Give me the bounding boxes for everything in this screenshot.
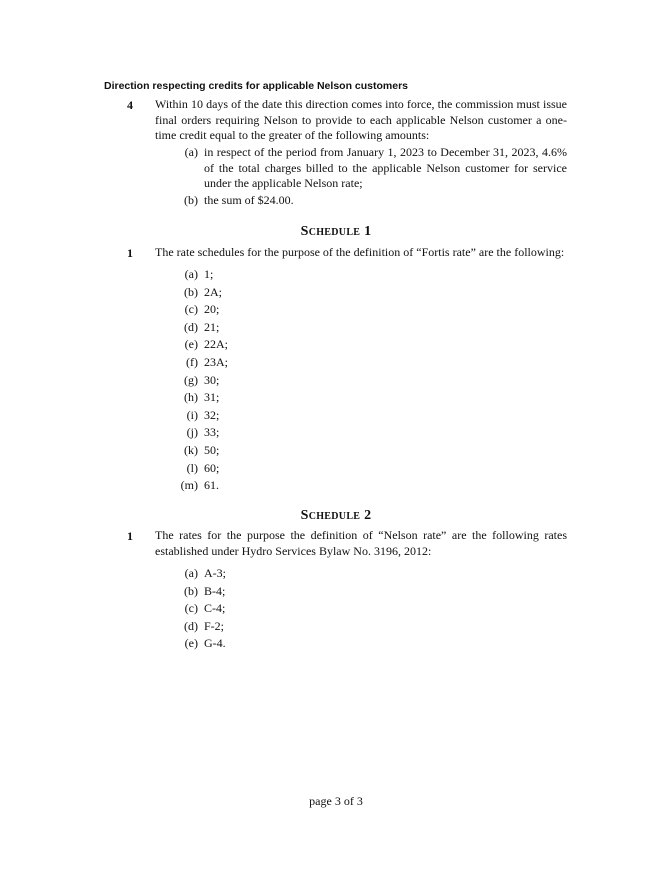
- page-number: page 3 of 3: [309, 794, 363, 808]
- item-text: in respect of the period from January 1, 2023 to December 31, 2023, 4.6% of the total charges billed to the applicable Nelson customer for service under the applicable Nelson rate;: [204, 145, 567, 190]
- section-heading: Direction respecting credits for applicable Nelson customers: [104, 80, 409, 92]
- item-text: 60;: [204, 460, 220, 475]
- item-text: 31;: [204, 390, 220, 405]
- item-label: (d): [184, 618, 198, 633]
- item-text: 21;: [204, 319, 220, 334]
- item-label: (e): [184, 337, 198, 352]
- schedule-1-number: 1: [127, 246, 133, 260]
- item-text: 50;: [204, 443, 220, 457]
- item-text: 20;: [204, 302, 220, 317]
- item-label: (e): [184, 636, 198, 651]
- item-label: (k): [184, 443, 198, 457]
- item-label: (b): [184, 193, 198, 207]
- item-label: (i): [186, 407, 198, 422]
- item-label: (m): [180, 478, 198, 493]
- item-text: C-4;: [204, 601, 226, 616]
- item-label: (g): [184, 372, 198, 387]
- item-text: 23A;: [204, 355, 228, 369]
- item-text: B-4;: [204, 583, 226, 598]
- section-number: 4: [127, 98, 133, 112]
- section-text: Within 10 days of the date this direction comes into force, the commission must issue final orders requiring Nelson to provide to each applicable Nelson customer a one-time credit equal to the greater of the following amounts:: [155, 97, 567, 142]
- item-text: 61.: [204, 478, 219, 493]
- item-label: (c): [184, 601, 198, 616]
- item-text: 2A;: [204, 284, 222, 299]
- item-text: 32;: [204, 407, 220, 422]
- item-label: (b): [184, 583, 198, 598]
- item-label: (l): [186, 460, 198, 475]
- item-label: (f): [186, 355, 198, 369]
- item-text: 33;: [204, 425, 220, 440]
- item-text: 22A;: [204, 337, 228, 352]
- item-label: (a): [184, 566, 198, 580]
- item-text: G-4.: [204, 636, 226, 651]
- item-text: 1;: [204, 267, 214, 281]
- item-label: (c): [184, 302, 198, 317]
- schedule-2-number: 1: [127, 529, 133, 543]
- schedule-1-text: The rate schedules for the purpose of the definition of “Fortis rate” are the following:: [155, 245, 565, 259]
- schedule-2-text: The rates for the purpose the definition of “Nelson rate” are the following rates established under Hydro Services Bylaw No. 3196, 2012:: [155, 528, 567, 558]
- schedule-1-title: Schedule 1: [300, 224, 372, 239]
- item-label: (a): [184, 267, 198, 281]
- item-label: (a): [184, 145, 198, 159]
- item-label: (h): [184, 390, 198, 405]
- item-text: 30;: [204, 372, 220, 387]
- item-text: the sum of $24.00.: [204, 193, 294, 207]
- item-label: (d): [184, 319, 198, 334]
- item-label: (b): [184, 284, 198, 299]
- schedule-2-title: Schedule 2: [300, 508, 372, 523]
- item-text: A-3;: [204, 566, 226, 580]
- item-label: (j): [186, 425, 198, 440]
- item-text: F-2;: [204, 618, 225, 633]
